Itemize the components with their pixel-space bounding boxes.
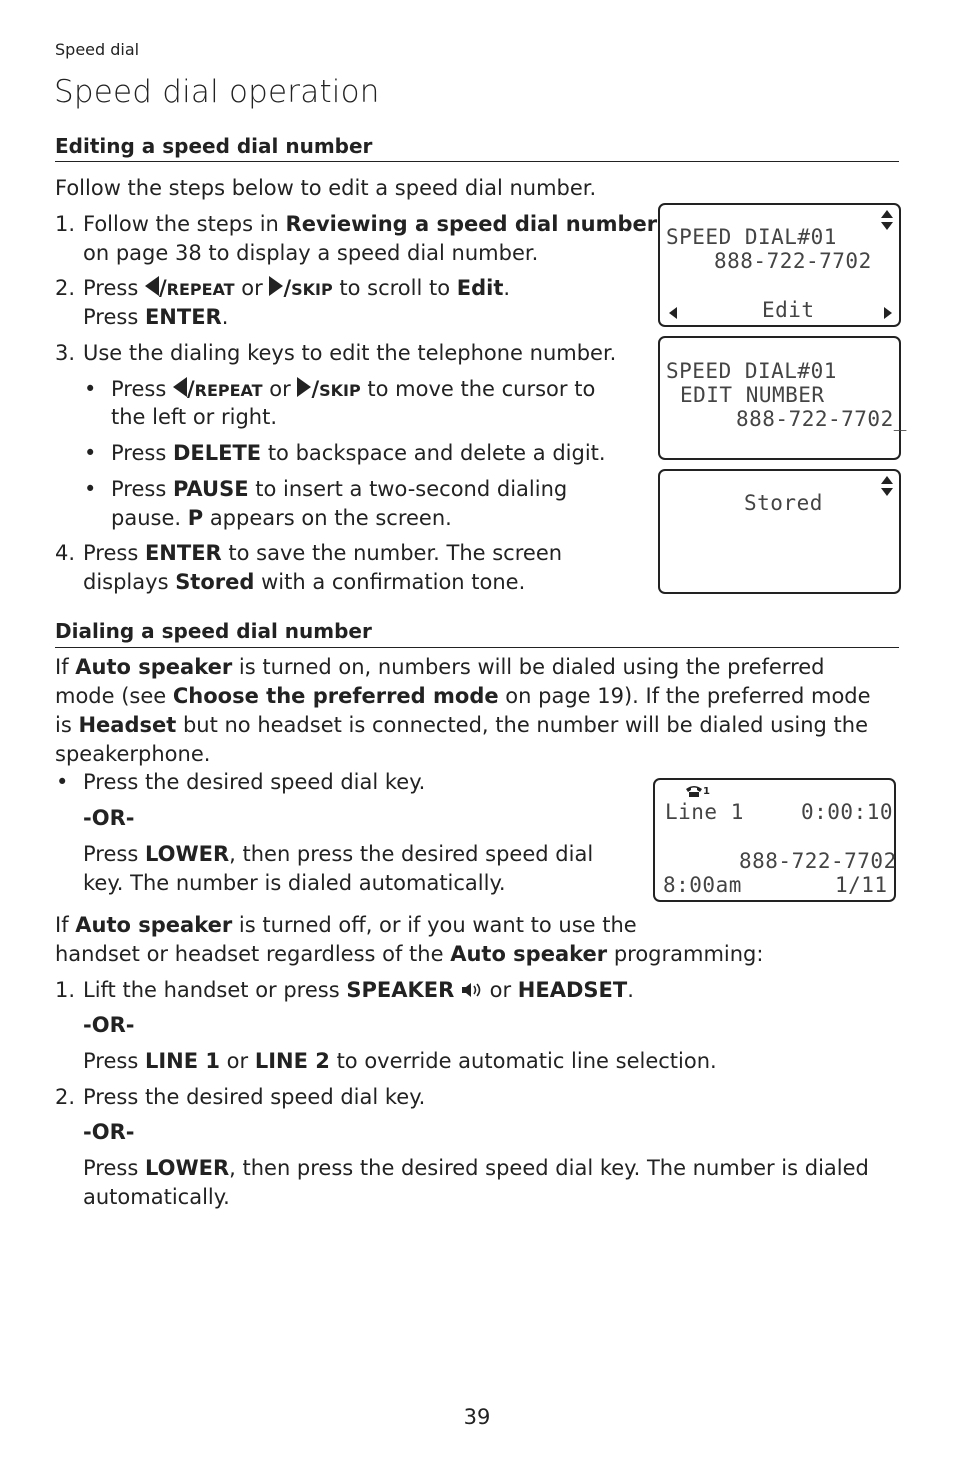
- up-down-arrows-icon: [880, 475, 894, 497]
- lcd-timer: 0:00:10: [801, 800, 894, 824]
- step-1-text: Follow the steps in Reviewing a speed dial number: [83, 212, 658, 236]
- step-number: 1.: [55, 978, 76, 1002]
- dialing-paragraph-2: handset or headset regardless of the Auto speaker programming:: [55, 942, 764, 966]
- lcd-line: Line 1: [665, 800, 744, 824]
- section-heading-dialing: Dialing a speed dial number: [55, 619, 372, 643]
- page-title: Speed dial operation: [54, 74, 380, 110]
- lower-instruction: Press LOWER, then press the desired speed dial: [83, 842, 594, 866]
- lcd-screen-stored: [658, 469, 901, 594]
- right-arrow-icon: [297, 377, 311, 397]
- bullet-pause-text-cont: pause. P appears on the screen.: [111, 506, 452, 530]
- bullet-press-key: Press the desired speed dial key.: [83, 770, 426, 794]
- or-separator: -OR-: [83, 1120, 135, 1144]
- lcd-line: SPEED DIAL#01: [666, 225, 837, 249]
- dialing-paragraph: mode (see Choose the preferred mode on page 19). If the preferred mode: [55, 684, 871, 708]
- lcd-line: Stored: [744, 491, 823, 515]
- bullet-delete-text: Press DELETE to backspace and delete a digit.: [111, 441, 606, 465]
- bullet-dot: •: [84, 377, 97, 401]
- section-rule: [55, 161, 899, 162]
- lcd-line: 888-722-7702_: [736, 407, 907, 431]
- dialing-paragraph: If Auto speaker is turned on, numbers will be dialed using the preferred: [55, 655, 825, 679]
- bullet-dot: •: [84, 441, 97, 465]
- lcd-clock: 8:00am: [663, 873, 742, 897]
- or-separator: -OR-: [83, 1013, 135, 1037]
- left-arrow-icon: [668, 306, 678, 320]
- step-number: 1.: [55, 212, 76, 236]
- speaker-icon: [461, 981, 483, 999]
- step-4-text-cont: displays Stored with a confirmation tone.: [83, 570, 526, 594]
- dial-step-1: Lift the handset or press SPEAKER or HEADSET.: [83, 978, 634, 1002]
- dial-step-2: Press the desired speed dial key.: [83, 1085, 426, 1109]
- lcd-line: 888-722-7702: [739, 849, 897, 873]
- bullet-dot: •: [84, 477, 97, 501]
- lcd-screen-edit-menu: [658, 203, 901, 327]
- line-instruction: Press LINE 1 or LINE 2 to override automatic line selection.: [83, 1049, 717, 1073]
- step-number: 2.: [55, 276, 76, 300]
- editing-intro: Follow the steps below to edit a speed dial number.: [55, 176, 597, 200]
- line-indicator: 1: [703, 786, 710, 797]
- lcd-line: Edit: [762, 298, 815, 322]
- bullet-cursor-text: Press /REPEAT or /SKIP to move the cursor to: [111, 377, 596, 401]
- breadcrumb: Speed dial: [55, 40, 140, 59]
- left-arrow-icon: [145, 276, 159, 296]
- lcd-line: 888-722-7702: [714, 249, 872, 273]
- lower-instruction-2: Press LOWER, then press the desired speed dial key. The number is dialed: [83, 1156, 869, 1180]
- lower-instruction-cont: key. The number is dialed automatically.: [83, 871, 506, 895]
- dialing-paragraph: is Headset but no headset is connected, the number will be dialed using the: [55, 713, 868, 737]
- dialing-paragraph-2: If Auto speaker is turned off, or if you want to use the: [55, 913, 637, 937]
- bullet-pause-text: Press PAUSE to insert a two-second dialing: [111, 477, 568, 501]
- lower-instruction-2-cont: automatically.: [83, 1185, 230, 1209]
- bullet-dot: •: [56, 770, 69, 794]
- lcd-line: EDIT NUMBER: [680, 383, 825, 407]
- step-2-text-cont: Press ENTER.: [83, 305, 229, 329]
- step-3-text: Use the dialing keys to edit the telephone number.: [83, 341, 617, 365]
- lcd-screen-dialing: [653, 778, 896, 902]
- page-number: 39: [463, 1405, 491, 1429]
- section-heading-editing: Editing a speed dial number: [55, 134, 373, 158]
- or-separator: -OR-: [83, 806, 135, 830]
- left-arrow-icon: [173, 377, 187, 397]
- bullet-cursor-text-cont: the left or right.: [111, 405, 278, 429]
- lcd-screen-edit-number: [658, 336, 907, 460]
- lcd-count: 1/11: [835, 873, 888, 897]
- step-number: 3.: [55, 341, 76, 365]
- section-rule: [55, 647, 899, 648]
- phone-icon: [685, 784, 703, 798]
- dialing-paragraph: speakerphone.: [55, 742, 211, 766]
- right-arrow-icon: [883, 306, 893, 320]
- step-1-text-cont: on page 38 to display a speed dial number.: [83, 241, 539, 265]
- right-arrow-icon: [269, 276, 283, 296]
- step-number: 2.: [55, 1085, 76, 1109]
- up-down-arrows-icon: [880, 209, 894, 231]
- step-4-text: Press ENTER to save the number. The screen: [83, 541, 563, 565]
- step-2-text: Press /REPEAT or /SKIP to scroll to Edit.: [83, 276, 511, 300]
- step-number: 4.: [55, 541, 76, 565]
- lcd-line: SPEED DIAL#01: [666, 359, 837, 383]
